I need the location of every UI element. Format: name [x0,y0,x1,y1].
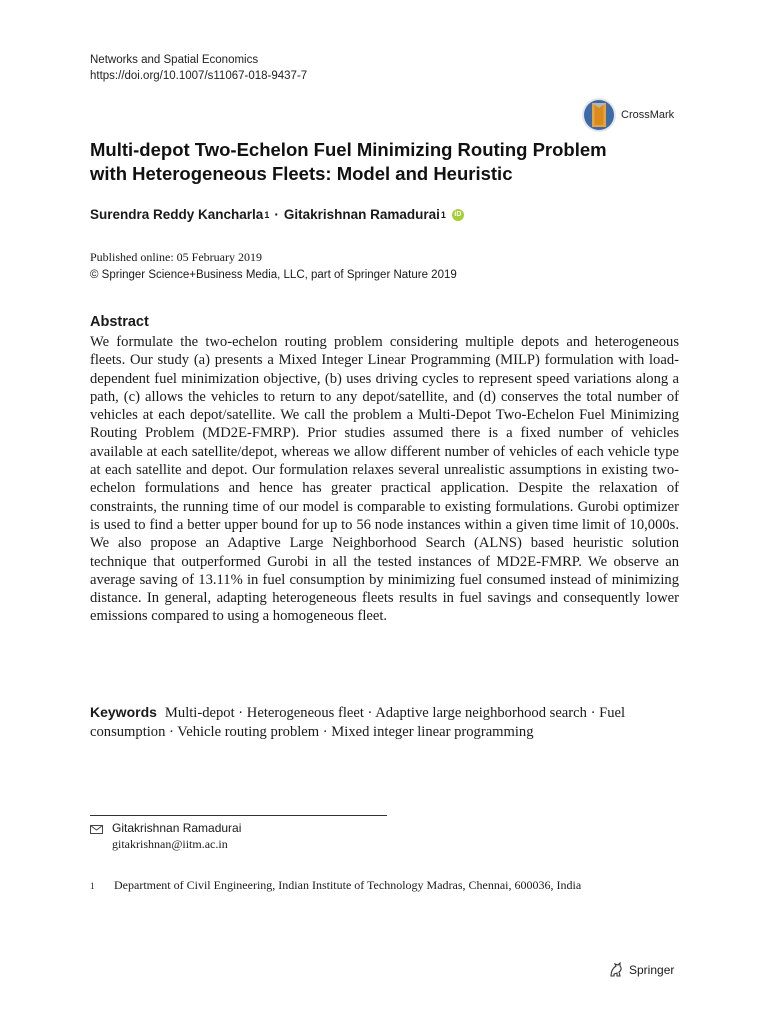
author-separator: · [274,207,279,222]
author-name[interactable]: Surendra Reddy Kancharla [90,207,264,222]
keywords-text: Multi-depot · Heterogeneous fleet · Adaptive large neighborhood search · Fuel consumption · Vehicle routing problem · Mixed integer linear programming [90,705,626,740]
affiliation-text: Department of Civil Engineering, Indian Institute of Technology Madras, Chennai, 600036, India [114,878,582,892]
published-date: Published online: 05 February 2019 [90,250,262,264]
copyright-line: © Springer Science+Business Media, LLC, part of Springer Nature 2019 [90,269,457,281]
affiliation-number: 1 [90,881,95,891]
abstract-text: We formulate the two-echelon routing problem considering multiple depots and heterogeneous fleets. Our study (a) presents a Mixed Integer Linear Programming (MILP) formulation with load-dependent fuel minimization objective, (b) uses driving cycles to represent speed variations along a path, (c) allows the vehicles to return to any depot/satellite, and (d) conserves the total number of vehicles at each depot/satellite. We call the problem a Multi-Depot Two-Echelon Fuel Minimizing Routing Problem (MD2E-FMRP). Prior studies assumed there is a fixed number of vehicles available at each satellite/depot, whereas we allow different number of vehicles of each vehicle type at each satellite and depot. Our formulation relaxes several unrealistic assumptions in existing two-echelon formulations and hence has greater practical application. Despite the relaxation of constraints, the running time of our model is comparable to existing formulations. Gurobi optimizer is used to find a better upper bound for up to 56 node instances within a given time limit of 10,000s. We also propose an Adaptive Large Neighborhood Search (ALNS) based heuristic solution technique that outperformed Gurobi in all the tested instances of MD2E-FMRP. We observe an average saving of 13.11% in fuel consumption by minimizing fuel consumed instead of minimizing distance. In general, adapting heterogeneous fleets results in fuel savings and consequently lower emissions compared to using a homogeneous fleet. [90,334,679,625]
keywords-label: Keywords [90,704,157,720]
orcid-icon[interactable]: iD [452,209,464,221]
springer-label: Springer [629,963,675,977]
affiliation [90,877,581,894]
title-line-1: Multi-depot Two-Echelon Fuel Minimizing Routing Problem [90,139,607,160]
correspondence [90,820,241,852]
author-list: Surendra Reddy Kancharla 1 · Gitakrishnan Ramadurai 1 iD [90,206,464,224]
crossmark-label: CrossMark [621,109,675,121]
corresponding-author-name: Gitakrishnan Ramadurai [112,821,242,835]
doi-link[interactable]: https://doi.org/10.1007/s11067-018-9437-7 [90,70,308,82]
springer-horse-icon [608,962,624,978]
envelope-icon [90,820,112,852]
crossmark-badge[interactable] [581,97,674,133]
abstract-heading: Abstract [90,314,149,330]
journal-header [90,52,307,84]
footnote-divider [90,815,387,816]
springer-logo [608,962,674,978]
corresponding-author-email[interactable]: gitakrishnan@iitm.ac.in [112,837,228,851]
paper-title [90,138,690,186]
crossmark-icon [581,97,617,133]
title-line-2: with Heterogeneous Fleets: Model and Heuristic [90,163,513,184]
keywords-section [90,703,679,742]
journal-name: Networks and Spatial Economics [90,54,259,66]
author-name[interactable]: Gitakrishnan Ramadurai [283,207,440,222]
